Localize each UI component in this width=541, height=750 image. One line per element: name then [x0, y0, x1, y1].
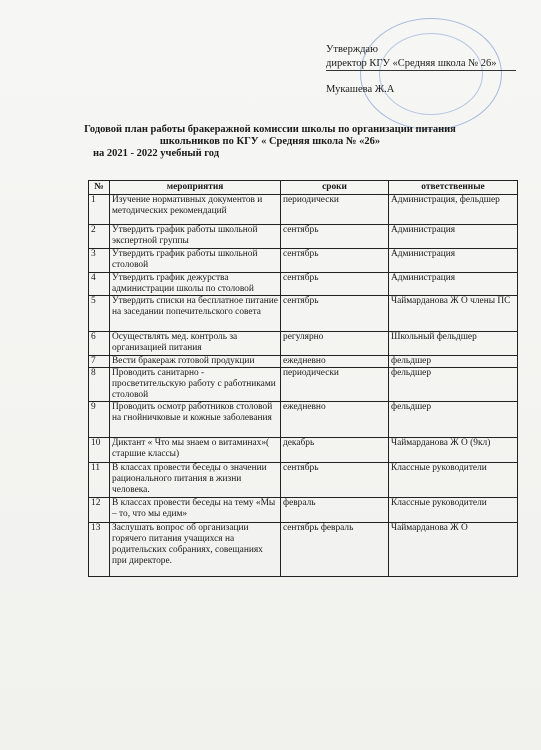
row-number: 10: [89, 438, 110, 463]
table-row: [89, 249, 518, 273]
header-event: мероприятия: [110, 181, 281, 195]
row-responsible: фельдшер: [389, 402, 518, 438]
table-row: [89, 225, 518, 249]
row-event: Диктант « Что мы знаем о витаминах»( старшие классы): [110, 438, 281, 463]
row-event: Проводить осмотр работников столовой на гнойничковые и кожные заболевания: [110, 402, 281, 438]
row-term: сентябрь февраль: [281, 523, 389, 577]
table-row: [89, 402, 518, 438]
row-number: 2: [89, 225, 110, 249]
title-line-2: школьников по КГУ « Средняя школа № «26»: [159, 136, 381, 147]
row-term: сентябрь: [281, 273, 389, 296]
table-row: [89, 498, 518, 523]
header-number: №: [89, 181, 110, 195]
row-event: Проводить санитарно - просветительскую работу с работниками столовой: [110, 368, 281, 402]
row-event: Вести бракераж готовой продукции: [110, 356, 281, 368]
row-term: декабрь: [281, 438, 389, 463]
row-event: Осуществлять мед. контроль за организацией питания: [110, 332, 281, 356]
document-title: [60, 124, 480, 160]
row-number: 8: [89, 368, 110, 402]
row-event: В классах провести беседы о значении рационального питания в жизни человека.: [110, 463, 281, 498]
title-line-1: Годовой план работы бракеражной комиссии школы по организации питания: [84, 124, 456, 135]
row-number: 6: [89, 332, 110, 356]
row-responsible: фельдшер: [389, 368, 518, 402]
row-event: Заслушать вопрос об организации горячего питания учащихся на родительских собраниях, совещаниях при директоре.: [110, 523, 281, 577]
approval-label: Утверждаю: [326, 44, 378, 55]
table-body: [89, 195, 518, 577]
row-responsible: Классные руководители: [389, 498, 518, 523]
table-row: [89, 332, 518, 356]
row-responsible: Школьный фельдшер: [389, 332, 518, 356]
row-responsible: Классные руководители: [389, 463, 518, 498]
row-event: В классах провести беседы на тему «Мы – то, что мы едим»: [110, 498, 281, 523]
row-event: Изучение нормативных документов и методических рекомендаций: [110, 195, 281, 225]
row-term: ежедневно: [281, 402, 389, 438]
official-stamp: [360, 18, 502, 130]
director-underline: [326, 70, 516, 71]
row-number: 9: [89, 402, 110, 438]
header-responsible: ответственные: [389, 181, 518, 195]
row-number: 13: [89, 523, 110, 577]
table-row: [89, 273, 518, 296]
row-responsible: Чаймарданова Ж О: [389, 523, 518, 577]
plan-table: [88, 180, 518, 577]
row-term: регулярно: [281, 332, 389, 356]
table-row: [89, 523, 518, 577]
row-responsible: Чаймарданова Ж О (9кл): [389, 438, 518, 463]
table-row: [89, 356, 518, 368]
row-term: сентябрь: [281, 249, 389, 273]
row-number: 3: [89, 249, 110, 273]
row-responsible: Администрация: [389, 273, 518, 296]
table-header-row: [89, 181, 518, 195]
row-number: 11: [89, 463, 110, 498]
row-responsible: Администрация: [389, 225, 518, 249]
row-term: сентябрь: [281, 296, 389, 332]
row-number: 7: [89, 356, 110, 368]
row-term: февраль: [281, 498, 389, 523]
row-number: 12: [89, 498, 110, 523]
row-event: Утвердить график работы школьной столовой: [110, 249, 281, 273]
row-number: 1: [89, 195, 110, 225]
director-name: Мукашева Ж.А: [326, 84, 395, 95]
row-term: периодически: [281, 368, 389, 402]
row-responsible: фельдшер: [389, 356, 518, 368]
director-title: директор КГУ «Средняя школа № 26»: [326, 58, 497, 69]
row-term: сентябрь: [281, 225, 389, 249]
row-event: Утвердить график работы школьной экспертной группы: [110, 225, 281, 249]
row-responsible: Администрация: [389, 249, 518, 273]
title-line-3: на 2021 - 2022 учебный год: [93, 148, 220, 159]
row-term: сентябрь: [281, 463, 389, 498]
row-responsible: Администрация, фельдшер: [389, 195, 518, 225]
table-row: [89, 368, 518, 402]
table-row: [89, 438, 518, 463]
row-event: Утвердить списки на бесплатное питание на заседании попечительского совета: [110, 296, 281, 332]
table-row: [89, 463, 518, 498]
table-row: [89, 296, 518, 332]
row-responsible: Чаймарданова Ж О члены ПС: [389, 296, 518, 332]
row-number: 5: [89, 296, 110, 332]
header-term: сроки: [281, 181, 389, 195]
row-number: 4: [89, 273, 110, 296]
row-term: периодически: [281, 195, 389, 225]
table-row: [89, 195, 518, 225]
row-event: Утвердить график дежурства администрации школы по столовой: [110, 273, 281, 296]
row-term: ежедневно: [281, 356, 389, 368]
